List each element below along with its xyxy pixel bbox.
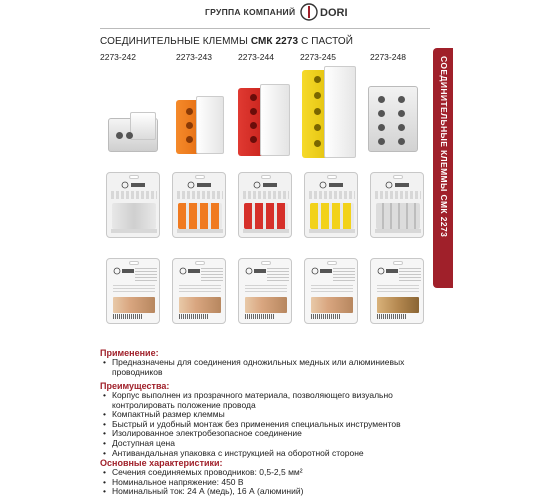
logo-text: DORI [320,7,348,19]
list-item: • Быстрый и удобный монтаж без применения специальных инструментов [100,420,440,430]
section-advantages [100,381,440,458]
header [0,0,560,26]
connector-2273-242 [108,112,158,152]
list-item: • Антивандальная упаковка с инструкцией на оборотной стороне [100,449,440,459]
product-codes [100,52,430,64]
list-item: • Номинальное напряжение: 450 В [100,478,440,488]
package-back-2273-248 [370,258,424,324]
sidebar-text: СОЕДИНИТЕЛЬНЫЕ КЛЕММЫ СМК 2273 [439,56,449,238]
list-item: • Предназначены для соединения одножильных медных или алюминиевых проводников [100,358,440,377]
connector-2273-244 [238,84,290,158]
package-front-2273-242 [106,172,160,238]
list-item: • Номинальный ток: 24 А (медь), 16 А (алюминий) [100,487,440,497]
header-rule [100,28,430,29]
company-label: ГРУППА КОМПАНИЙ [205,7,296,17]
packages-front-row [100,172,430,242]
connector-2273-248 [368,86,418,152]
list-item: • Корпус выполнен из прозрачного материала, позволяющего визуально контролировать положение провода [100,391,440,410]
code-label: 2273-248 [370,52,406,62]
connector-2273-245 [302,66,356,160]
section-application [100,348,440,377]
section-specs [100,458,440,497]
packages-back-row [100,258,430,328]
package-front-2273-244 [238,172,292,238]
section-title: Преимущества: [100,381,170,391]
package-back-2273-243 [172,258,226,324]
code-label: 2273-242 [100,52,136,62]
section-title: Применение: [100,348,159,358]
section-title: Основные характеристики: [100,458,223,468]
sidebar-banner [433,48,453,288]
package-back-2273-245 [304,258,358,324]
dori-logo [300,2,360,22]
list-item: • Сечения соединяемых проводников: 0,5-2,5 мм² [100,468,440,478]
package-front-2273-248 [370,172,424,238]
code-label: 2273-243 [176,52,212,62]
list-item: • Компактный размер клеммы [100,410,440,420]
connector-2273-243 [176,96,224,156]
package-front-2273-245 [304,172,358,238]
package-back-2273-242 [106,258,160,324]
code-label: 2273-244 [238,52,274,62]
code-label: 2273-245 [300,52,336,62]
list-item: • Доступная цена [100,439,440,449]
page-title: СОЕДИНИТЕЛЬНЫЕ КЛЕММЫ СМК 2273 С ПАСТОЙ [100,36,354,47]
connectors-row [100,66,430,166]
package-back-2273-244 [238,258,292,324]
package-front-2273-243 [172,172,226,238]
list-item: • Изолированное электробезопасное соединение [100,429,440,439]
